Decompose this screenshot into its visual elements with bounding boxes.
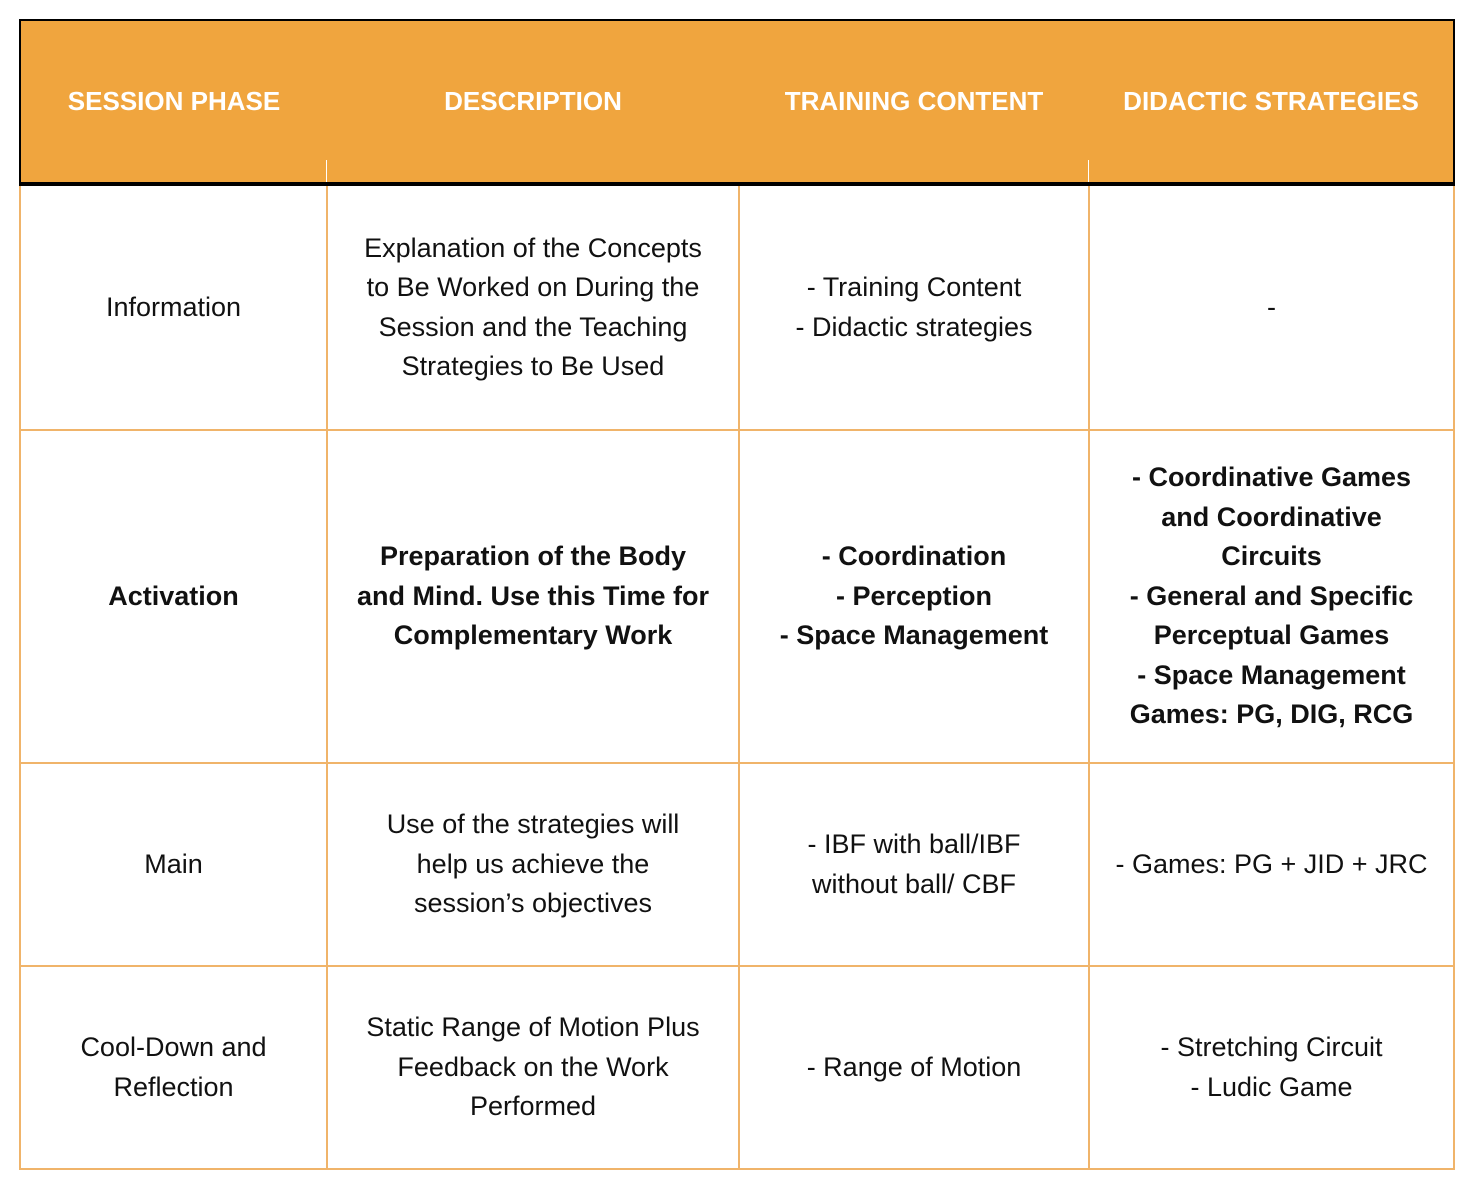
cell-didactic-strategies	[1089, 184, 1454, 430]
cell-phase	[20, 430, 327, 763]
cell-line: - Ludic Game	[1190, 1071, 1353, 1102]
cell-phase	[20, 966, 327, 1169]
cell-didactic-strategies	[1089, 430, 1454, 763]
cell-line: without ball/ CBF	[811, 868, 1017, 899]
cell-line: -	[1267, 291, 1276, 322]
cell-didactic-strategies	[1089, 966, 1454, 1169]
table-row-cool-down	[20, 966, 1454, 1169]
header-didactic-strategies	[1089, 20, 1454, 184]
cell-line: and Coordinative	[1161, 501, 1382, 532]
cell-description	[327, 184, 739, 430]
table-row-main	[20, 763, 1454, 966]
cell-line: - Space Management	[779, 620, 1049, 651]
cell-line: Performed	[469, 1091, 597, 1122]
cell-line: Preparation of the Body	[379, 541, 687, 572]
cell-line: Activation	[108, 580, 239, 611]
cell-line: session’s objectives	[413, 888, 653, 919]
header-description	[327, 20, 739, 184]
cell-line: Cool-Down and	[80, 1032, 267, 1062]
table-row-activation	[20, 430, 1454, 763]
cell-line: Feedback on the Work	[397, 1051, 669, 1082]
cell-line: Main	[144, 848, 203, 879]
cell-line: - General and Specific	[1129, 580, 1414, 611]
cell-line: Static Range of Motion Plus	[366, 1012, 700, 1043]
header-divider-tick	[326, 160, 327, 182]
cell-training-content	[739, 966, 1089, 1169]
cell-line: - Space Management	[1137, 659, 1406, 690]
cell-line: help us achieve the	[416, 848, 650, 879]
cell-line: - Games: PG + JID + JRC	[1115, 848, 1428, 879]
cell-line: and Mind. Use this Time for	[356, 580, 710, 611]
header-session-phase: SESSION PHASE	[20, 20, 327, 184]
cell-line: Strategies to Be Used	[401, 351, 665, 381]
header-training-content: TRAINING CONTENT	[739, 20, 1089, 184]
cell-line: - Stretching Circuit	[1160, 1032, 1383, 1062]
cell-training-content	[739, 763, 1089, 966]
cell-line: Circuits	[1221, 541, 1322, 572]
cell-didactic-strategies	[1089, 763, 1454, 966]
session-phases-table-container	[19, 19, 1453, 1172]
cell-line: Complementary Work	[393, 620, 673, 651]
cell-line: Use of the strategies will	[386, 809, 680, 840]
cell-line: - Coordination	[821, 541, 1007, 572]
cell-line: Reflection	[113, 1071, 234, 1102]
table-header-row	[20, 20, 1454, 184]
cell-description	[327, 763, 739, 966]
cell-line: Session and the Teaching	[378, 311, 688, 342]
cell-line: Information	[105, 291, 242, 322]
cell-line: - Range of Motion	[806, 1051, 1022, 1082]
cell-line: Explanation of the Concepts	[364, 232, 702, 263]
cell-line: to Be Worked on During the	[366, 272, 700, 302]
cell-phase	[20, 184, 327, 430]
table-row-information	[20, 184, 1454, 430]
session-phases-table	[19, 19, 1455, 1170]
header-didactic-strategies-label: DIDACTIC STRATEGIES	[1123, 86, 1419, 116]
cell-line: - Training Content	[806, 272, 1022, 302]
cell-description	[327, 966, 739, 1169]
cell-training-content	[739, 184, 1089, 430]
cell-line: - IBF with ball/IBF	[807, 829, 1021, 859]
cell-line: Perceptual Games	[1153, 620, 1390, 651]
cell-line: - Coordinative Games	[1131, 462, 1412, 493]
header-description-label: DESCRIPTION	[444, 86, 622, 116]
cell-line: - Perception	[835, 580, 993, 611]
cell-description	[327, 430, 739, 763]
cell-line: - Didactic strategies	[795, 311, 1033, 342]
cell-training-content	[739, 430, 1089, 763]
header-divider-tick	[1088, 160, 1089, 182]
cell-phase	[20, 763, 327, 966]
cell-line: Games: PG, DIG, RCG	[1129, 699, 1414, 730]
